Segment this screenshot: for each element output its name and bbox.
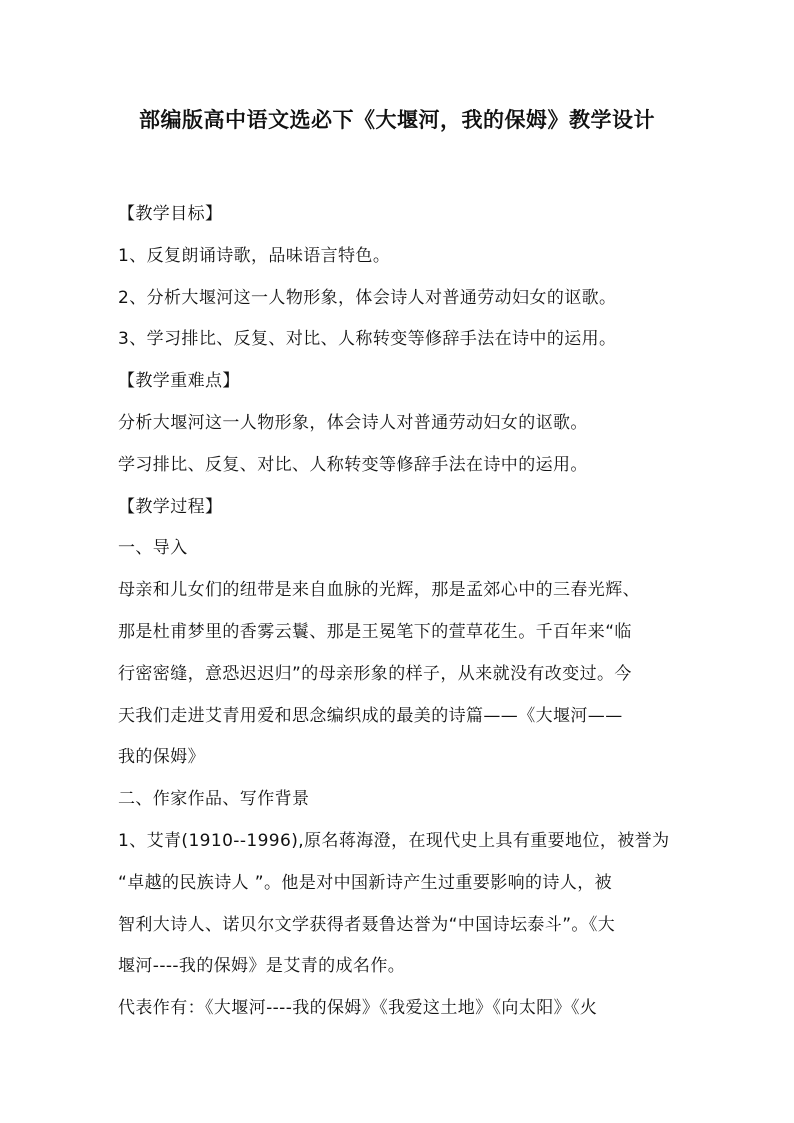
key-point-2: 学习排比、反复、对比、人称转变等修辞手法在诗中的运用。 bbox=[118, 454, 588, 475]
paragraph-line: “卓越的民族诗人 ”。他是对中国新诗产生过重要影响的诗人，被 bbox=[118, 872, 613, 893]
section-heading-key-points: 【教学重难点】 bbox=[118, 371, 240, 392]
paragraph-line: 行密密缝，意恐迟迟归”的母亲形象的样子，从来就没有改变过。今 bbox=[118, 663, 632, 684]
subsection-heading-author-background: 二、作家作品、写作背景 bbox=[118, 789, 310, 810]
paragraph-line: 天我们走进艾青用爱和思念编织成的最美的诗篇——《大堰河—— bbox=[118, 705, 623, 726]
goal-item-3: 3、学习排比、反复、对比、人称转变等修辞手法在诗中的运用。 bbox=[118, 329, 617, 350]
document-body bbox=[118, 199, 690, 1035]
paragraph-line: 代表作有：《大堰河----我的保姆》《我爱这土地》《向太阳》《火 bbox=[118, 998, 598, 1019]
subsection-heading-intro: 一、导入 bbox=[118, 538, 188, 559]
goal-item-1: 1、反复朗诵诗歌，品味语言特色。 bbox=[118, 245, 391, 266]
paragraph-line: 堰河----我的保姆》是艾青的成名作。 bbox=[118, 956, 406, 977]
document-title: 部编版高中语文选必下《大堰河，我的保姆》教学设计 bbox=[139, 108, 655, 132]
section-heading-teaching-goals: 【教学目标】 bbox=[118, 204, 223, 224]
goal-item-2: 2、分析大堰河这一人物形象，体会诗人对普通劳动妇女的讴歌。 bbox=[118, 287, 617, 308]
key-point-1: 分析大堰河这一人物形象，体会诗人对普通劳动妇女的讴歌。 bbox=[118, 412, 588, 433]
section-heading-process: 【教学过程】 bbox=[118, 496, 223, 517]
paragraph-line: 1、艾青(1910--1996),原名蒋海澄，在现代史上具有重要地位，被誉为 bbox=[118, 830, 670, 851]
paragraph-line: 母亲和儿女们的纽带是来自血脉的光辉，那是孟郊心中的三春光辉、 bbox=[118, 580, 640, 601]
paragraph-line: 那是杜甫梦里的香雾云鬟、那是王冕笔下的萱草花生。千百年来“临 bbox=[118, 621, 632, 642]
paragraph-line: 我的保姆》 bbox=[118, 747, 205, 768]
paragraph-line: 智利大诗人、诺贝尔文学获得者聂鲁达誉为“中国诗坛泰斗”。《大 bbox=[118, 914, 616, 935]
